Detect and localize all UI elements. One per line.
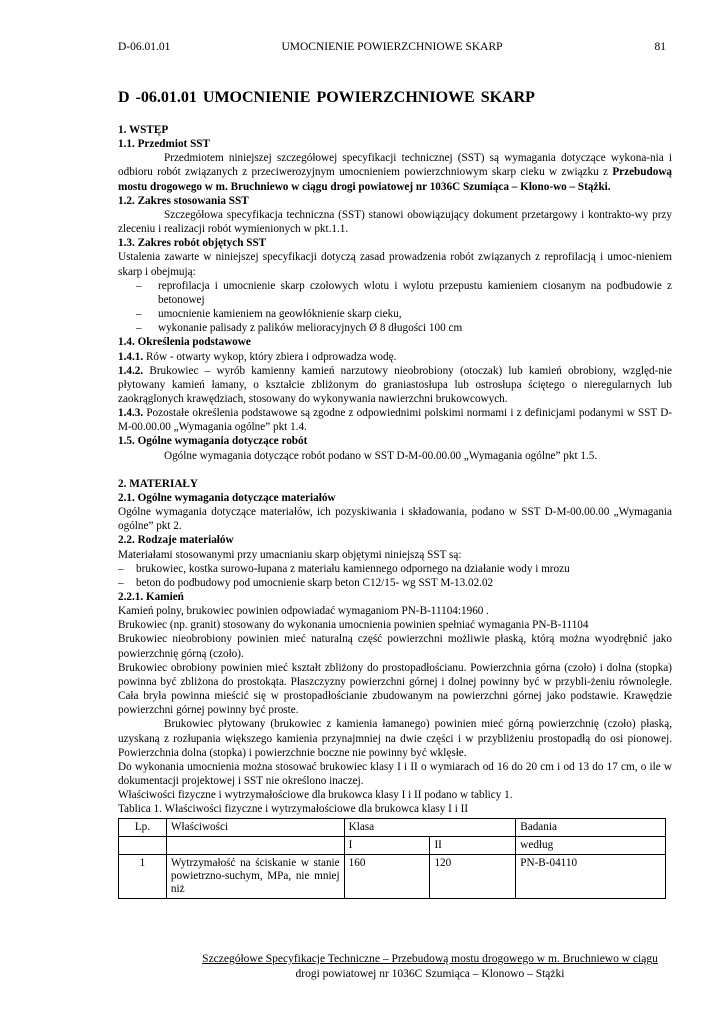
column-header: I <box>344 836 430 854</box>
paragraph-1-5: Ogólne wymagania dotyczące robót podano w SST D-M-00.00.00 „Wymagania ogólne” pkt 1.5. <box>164 449 598 462</box>
stone-paragraph: Brukowiec nieobrobiony powinien mieć naturalną część powierzchni możliwie płaską, którą można wyodrębnić jako powierzchnię górną (czoło). <box>118 633 672 660</box>
column-header: Klasa <box>344 818 516 836</box>
column-header: Właściwości <box>166 818 344 836</box>
paragraph-1-1: Przedmiotem niniejszej szczegółowej specyfikacji technicznej (SST) są wymagania dotyczące wykona-nia i odbioru robót związanych z przeciwerozyjnym umocnieniem powierzchniowym skarp cieku w związku z Przebudową mostu drogowego w m. Bruchniewo w ciągu drogi powiatowej nr 1036C Szumiąca – Klono-wo – Stążki. <box>118 152 672 193</box>
subsection-2-2-1-heading: 2.2.1. Kamień <box>118 591 184 603</box>
column-header: według <box>516 836 666 854</box>
subsection-1-3-heading: 1.3. Zakres robót objętych SST <box>118 237 267 250</box>
properties-table <box>118 818 666 899</box>
page-footer <box>180 952 680 982</box>
table-cell: 160 <box>344 854 430 898</box>
subsection-1-4-heading: 1.4. Określenia podstawowe <box>118 336 251 349</box>
scope-list <box>118 279 672 336</box>
paragraph-2-2: Materiałami stosowanymi przy umacnianiu skarp objętymi niniejszą SST są: <box>118 548 462 561</box>
definition-1-4-1: 1.4.1. Rów - otwarty wykop, który zbiera i odprowadza wodę. <box>118 350 397 363</box>
section-1-heading: 1. WSTĘP <box>118 124 169 136</box>
list-item: – brukowiec, kostka surowo-łupana z materiału kamiennego odpornego na działanie wody i mrozu <box>118 562 570 575</box>
table-caption: Tablica 1. Właściwości fizyczne i wytrzymałościowe dla brukowca klasy I i II <box>118 803 469 816</box>
page-number: 81 <box>654 41 666 53</box>
table-cell: 1 <box>119 854 167 898</box>
subsection-1-2-heading: 1.2. Zakres stosowania SST <box>118 194 249 207</box>
table-cell: Wytrzymałość na ściskanie w stanie powietrzno-suchym, MPa, nie mniej niż <box>166 854 344 898</box>
table-reference: Właściwości fizyczne i wytrzymałościowe dla brukowca klasy I i II podano w tablicy 1. <box>118 789 513 802</box>
materials-list <box>118 562 672 590</box>
stone-paragraph: Brukowiec obrobiony powinien mieć kształt zbliżony do prostopadłościanu. Powierzchnia górna (czoło) i dolna (stopka) powinna być zbliżona do prostokąta. Płaszczyzny powierzchni górnej i dolnej powinny być w przybli-żeniu równoległe. Cała bryła powinna mieścić się w prostopadłościanie zbudowanym na powierzchni górnej jako podstawie. Krawędzie powierzchni górnej powinny być proste. <box>118 661 672 717</box>
paragraph-1-2: Szczegółowa specyfikacja techniczna (SST) stanowi obowiązujący dokument przetargowy i kontrakto-wy przy zleceniu i realizacji robót wymienionych w pkt.1.1. <box>118 208 672 236</box>
page-header <box>118 41 666 57</box>
list-item: – wykonanie palisady z palików melioracyjnych Ø 8 długości 100 cm <box>136 322 463 335</box>
subsection-2-1-heading: 2.1. Ogólne wymagania dotyczące materiałów <box>118 491 336 504</box>
list-item: – reprofilacja i umocnienie skarp czołowych wlotu i wylotu przepustu kamieniem ciosanym na podbudowie z betonowej <box>136 279 672 306</box>
column-header: II <box>430 836 516 854</box>
table-cell: PN-B-04110 <box>516 854 666 898</box>
list-item: – beton do podbudowy pod umocnienie skarp beton C12/15- wg SST M-13.02.02 <box>118 576 494 589</box>
footer-line: Szczegółowe Specyfikacje Techniczne – Przebudową mostu drogowego w m. Bruchniewo w ciągu <box>202 953 658 965</box>
footer-line: drogi powiatowej nr 1036C Szumiąca – Klonowo – Stążki <box>295 968 565 980</box>
document-body <box>118 88 672 899</box>
stone-paragraph: Brukowiec płytowany (brukowiec z kamienia łamanego) powinien mieć górną powierzchnię (czoło) płaską, uzyskaną z rozłupania większego kamienia przynajmniej na dwie części i w przybliżeniu prostopadłą do osi pionowej. Powierzchnia dolna (stopka) i powierzchnie boczne nie powinny być wklęsłe. <box>118 718 672 759</box>
subsection-1-1-heading: 1.1. Przedmiot SST <box>118 138 210 151</box>
stone-paragraph: Kamień polny, brukowiec powinien odpowiadać wymaganiom PN-B-11104:1960 . <box>118 605 489 618</box>
table-header-row <box>119 818 666 836</box>
paragraph-1-3: Ustalenia zawarte w niniejszej specyfikacji dotyczą zasad prowadzenia robót związanych z reprofilacją i umoc-nieniem skarp i obejmują: <box>118 251 672 278</box>
list-item: – umocnienie kamieniem na geowłóknienie skarp cieku, <box>136 308 402 321</box>
paragraph-2-1: Ogólne wymagania dotyczące materiałów, ich pozyskiwania i składowania, podano w SST D-M-00.00.00 „Wymagania ogólne” pkt 2. <box>118 506 672 533</box>
document-title: D -06.01.01 UMOCNIENIE POWIERZCHNIOWE SKARP <box>118 89 535 106</box>
table-subheader-row <box>119 836 666 854</box>
header-spec-code: D-06.01.01 <box>118 41 171 53</box>
stone-paragraph: Brukowiec (np. granit) stosowany do wykonania umocnienia powinien spełniać wymagania PN-B-11104 <box>118 619 589 632</box>
header-title: UMOCNIENIE POWIERZCHNIOWE SKARP <box>281 41 503 53</box>
subsection-2-2-heading: 2.2. Rodzaje materiałów <box>118 534 234 547</box>
column-header: Lp. <box>119 818 167 836</box>
table-row <box>119 854 666 898</box>
table-cell: 120 <box>430 854 516 898</box>
column-header: Badania <box>516 818 666 836</box>
section-2-heading: 2. MATERIAŁY <box>118 477 198 490</box>
definition-1-4-3: 1.4.3. Pozostałe określenia podstawowe są zgodne z odpowiednimi polskimi normami i z definicjami podanymi w SST D-M-00.00.00 „Wymagania ogólne” pkt 1.4. <box>118 407 672 434</box>
stone-paragraph: Do wykonania umocnienia można stosować brukowiec klasy I i II o wymiarach od 16 do 20 cm i od 13 do 17 cm, o ile w dokumentacji projektowej i SST nie określono inaczej. <box>118 760 672 788</box>
subsection-1-5-heading: 1.5. Ogólne wymagania dotyczące robót <box>118 435 308 448</box>
definition-1-4-2: 1.4.2. Brukowiec – wyrób kamienny kamień narzutowy nieobrobiony (otoczak) lub kamień obrobiony, względ-nie płytowany kamień łamany, o kształcie zbliżonym do graniastosłupa lub ostrosłupa ściętego o nieregularnych lub zaokrąglonych krawędziach, stosowany do wykonywania nawierzchni brukowcowych. <box>118 364 672 405</box>
